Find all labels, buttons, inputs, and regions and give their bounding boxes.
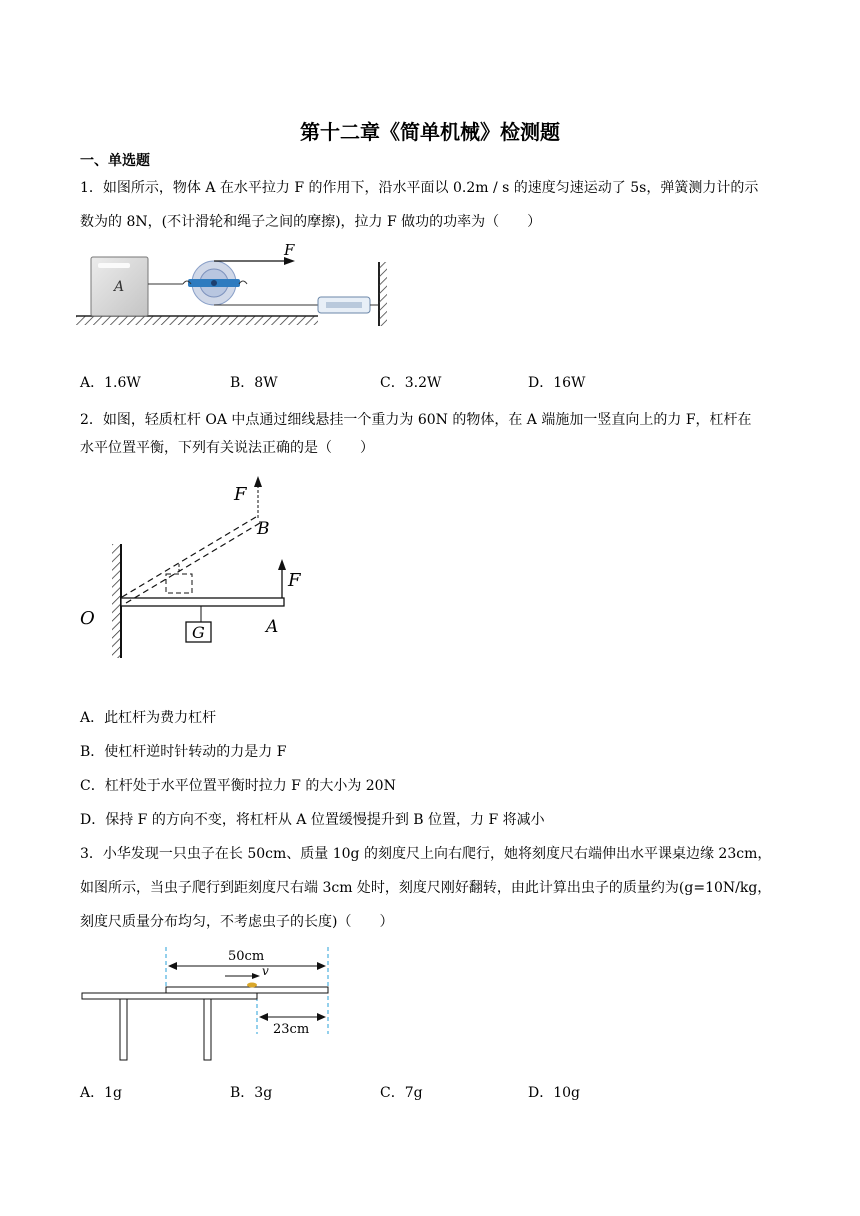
q1-option-b[interactable]: B．8W xyxy=(230,375,278,391)
q3-option-d[interactable]: D．10g xyxy=(528,1085,581,1101)
q2-text-line1: 2．如图，轻质杠杆 OA 中点通过细线悬挂一个重力为 60N 的物体，在 A 端施加一竖直向上的力 F，杠杆在 xyxy=(80,412,752,428)
q2-text-line2: 水平位置平衡，下列有关说法正确的是（ ） xyxy=(80,440,374,456)
lever-dashed-lower xyxy=(126,523,260,603)
q1-option-d[interactable]: D．16W xyxy=(528,375,586,391)
block-highlight xyxy=(98,263,130,268)
label-g: G xyxy=(192,623,205,642)
label-f-top: F xyxy=(234,484,247,505)
wall-hatching xyxy=(379,262,387,326)
desk-top xyxy=(82,993,257,999)
over-label: 23cm xyxy=(273,1022,310,1037)
q2-option-b[interactable]: B．使杠杆逆时针转动的力是力 F xyxy=(80,744,287,760)
q3-text-line1: 3．小华发现一只虫子在长 50cm、质量 10g 的刻度尺上向右爬行，她将刻度尺右端伸出水平课桌边缘 23cm， xyxy=(80,846,772,862)
hook-right xyxy=(239,281,247,284)
len-label: 50cm xyxy=(228,949,265,964)
lever-dashed-upper xyxy=(122,517,256,597)
q1-text-line2: 数为的 8N，(不计滑轮和绳子之间的摩擦)，拉力 F 做功的功率为（ ） xyxy=(80,214,542,230)
desk-leg-left xyxy=(120,999,127,1060)
q1-option-a[interactable]: A．1.6W xyxy=(80,375,141,391)
q3-option-a[interactable]: A．1g xyxy=(80,1085,122,1101)
q1-figure xyxy=(76,240,396,330)
q2-option-c[interactable]: C．杠杆处于水平位置平衡时拉力 F 的大小为 20N xyxy=(80,778,396,794)
force-f-right-arrowhead xyxy=(278,559,286,570)
wall-hatching xyxy=(112,544,121,658)
q1-text-line1: 1．如图所示，物体 A 在水平拉力 F 的作用下，沿水平面以 0.2m / s 的速度匀速运动了 5s，弹簧测力计的示 xyxy=(80,180,759,196)
label-a: A xyxy=(266,617,279,637)
block-label: A xyxy=(114,279,125,295)
lever-oa xyxy=(121,598,284,606)
label-b: B xyxy=(257,519,270,539)
q3-option-b[interactable]: B．3g xyxy=(230,1085,273,1101)
q3-option-c[interactable]: C．7g xyxy=(380,1085,423,1101)
ruler xyxy=(166,987,328,993)
q2-option-a[interactable]: A．此杠杆为费力杠杆 xyxy=(80,710,217,726)
desk-leg-right xyxy=(204,999,211,1060)
velocity-arrowhead xyxy=(252,973,260,979)
force-f-top-arrowhead xyxy=(254,476,262,487)
ground-hatching xyxy=(76,316,318,325)
q1-option-c[interactable]: C．3.2W xyxy=(380,375,442,391)
label-f-right: F xyxy=(288,570,301,591)
label-o: O xyxy=(80,608,95,629)
bug xyxy=(247,983,257,988)
q3-text-line2: 如图所示，当虫子爬行到距刻度尺右端 3cm 处时，刻度尺刚好翻转，由此计算出虫子的质量约为(g=10N/kg， xyxy=(80,880,772,896)
velocity-label: v xyxy=(262,964,269,978)
q2-figure xyxy=(76,470,326,665)
force-f-label: F xyxy=(284,241,295,259)
q3-text-line3: 刻度尺质量分布均匀，不考虑虫子的长度)（ ） xyxy=(80,914,394,930)
section-heading: 一、单选题 xyxy=(80,153,150,169)
q2-option-d[interactable]: D．保持 F 的方向不变，将杠杆从 A 位置缓慢提升到 B 位置，力 F 将减小 xyxy=(80,812,545,828)
page-title: 第十二章《简单机械》检测题 xyxy=(300,120,560,144)
q3-figure xyxy=(80,942,350,1064)
